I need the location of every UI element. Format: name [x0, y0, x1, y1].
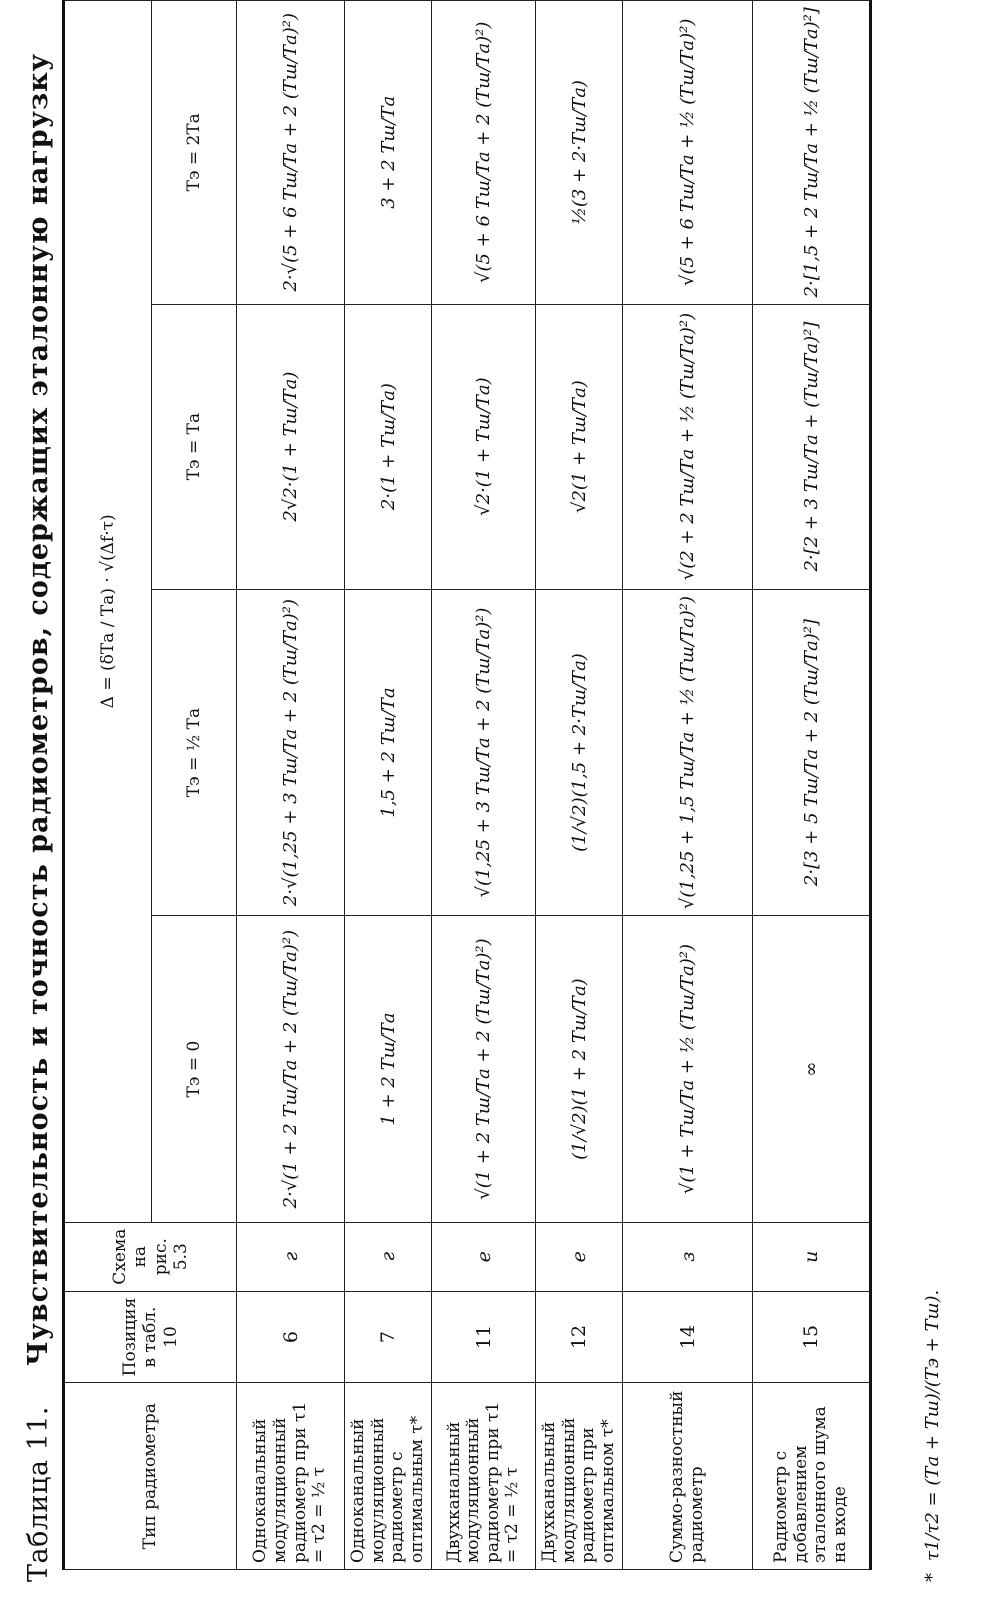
table-title: Чувствительность и точность радиометров, содержащих эталонную нагрузку [22, 53, 54, 1366]
cell-te-half: √(1,25 + 1,5 Tш/Tа + ½ (Tш/Tа)²) [623, 589, 753, 916]
cell-te-half: 1,5 + 2 Tш/Tа [345, 589, 432, 916]
row-position: 11 [432, 1291, 536, 1383]
footnote [910, 882, 954, 1582]
cell-te-double: 2·√(5 + 6 Tш/Tа + 2 (Tш/Tа)²) [237, 1, 345, 305]
row-position: 6 [237, 1291, 345, 1383]
cell-te-equal: 2·(1 + Tш/Tа) [345, 304, 432, 589]
cell-te-double: 2·[1,5 + 2 Tш/Tа + ½ (Tш/Tа)²] [753, 1, 871, 305]
row-scheme: е [432, 1222, 536, 1291]
table-row [623, 1, 753, 1570]
cell-te-half: 2·[3 + 5 Tш/Tа + 2 (Tш/Tа)²] [753, 589, 871, 916]
cell-te-equal: 2√2·(1 + Tш/Tа) [237, 304, 345, 589]
cell-te-0: ∞ [753, 916, 871, 1222]
cell-te-0: 1 + 2 Tш/Tа [345, 916, 432, 1222]
cell-te-half: (1/√2)(1,5 + 2·Tш/Tа) [536, 589, 623, 916]
row-position: 12 [536, 1291, 623, 1383]
row-type: Одноканальный модуляционный радиометр при τ1 = τ2 = ½ τ [237, 1383, 345, 1570]
cell-te-0: √(1 + Tш/Tа + ½ (Tш/Tа)²) [623, 916, 753, 1222]
header-te-double: Tэ = 2Tа [152, 1, 237, 305]
table-label: Таблица 11. [22, 1406, 54, 1582]
cell-te-0: √(1 + 2 Tш/Tа + 2 (Tш/Tа)²) [432, 916, 536, 1222]
table-row [237, 1, 345, 1570]
table-caption [14, 22, 62, 1582]
header-type: Тип радиометра [64, 1383, 237, 1570]
cell-te-double: 3 + 2 Tш/Tа [345, 1, 432, 305]
table-row [753, 1, 871, 1570]
header-scheme: Схема на рис. 5.3 [64, 1222, 237, 1291]
cell-te-equal: √2(1 + Tш/Tа) [536, 304, 623, 589]
row-scheme: з [623, 1222, 753, 1291]
footnote-text: τ1/τ2 = (Tа + Tш)/(Tэ + Tш). [921, 1289, 943, 1561]
row-position: 15 [753, 1291, 871, 1383]
header-te-0: Tэ = 0 [152, 916, 237, 1222]
row-position: 7 [345, 1291, 432, 1383]
table-row [536, 1, 623, 1570]
row-scheme: е [536, 1222, 623, 1291]
row-type: Суммо-разностный радиометр [623, 1383, 753, 1570]
header-delta-formula: Δ = (δTа / Tа) · √(Δf·τ) [64, 1, 152, 1223]
cell-te-0: 2·√(1 + 2 Tш/Tа + 2 (Tш/Tа)²) [237, 916, 345, 1222]
cell-te-equal: √2·(1 + Tш/Tа) [432, 304, 536, 589]
cell-te-0: (1/√2)(1 + 2 Tш/Tа) [536, 916, 623, 1222]
row-type: Двухканальный модуляционный радиометр при τ1 = τ2 = ½ τ [432, 1383, 536, 1570]
cell-te-half: 2·√(1,25 + 3 Tш/Tа + 2 (Tш/Tа)²) [237, 589, 345, 916]
header-te-equal: Tэ = Tа [152, 304, 237, 589]
footnote-mark: * [921, 1573, 943, 1582]
row-position: 14 [623, 1291, 753, 1383]
header-position: Позиция в табл. 10 [64, 1291, 237, 1383]
cell-te-double: √(5 + 6 Tш/Tа + 2 (Tш/Tа)²) [432, 1, 536, 305]
cell-te-equal: √(2 + 2 Tш/Tа + ½ (Tш/Tа)²) [623, 304, 753, 589]
row-scheme: г [345, 1222, 432, 1291]
row-type: Одноканальный модуляционный радиометр с оптимальным τ* [345, 1383, 432, 1570]
cell-te-half: √(1,25 + 3 Tш/Tа + 2 (Tш/Tа)²) [432, 589, 536, 916]
row-type: Двухканальный модуляционный радиометр при оптимальном τ* [536, 1383, 623, 1570]
row-type: Радиометр с добавлением эталонного шума на входе [753, 1383, 871, 1570]
table-row [432, 1, 536, 1570]
row-scheme: и [753, 1222, 871, 1291]
table-row [345, 1, 432, 1570]
cell-te-double: ½(3 + 2·Tш/Tа) [536, 1, 623, 305]
cell-te-double: √(5 + 6 Tш/Tа + ½ (Tш/Tа)²) [623, 1, 753, 305]
row-scheme: г [237, 1222, 345, 1291]
header-te-half: Tэ = ½ Tа [152, 589, 237, 916]
radiometer-table [62, 0, 872, 1570]
cell-te-equal: 2·[2 + 3 Tш/Tа + (Tш/Tа)²] [753, 304, 871, 589]
